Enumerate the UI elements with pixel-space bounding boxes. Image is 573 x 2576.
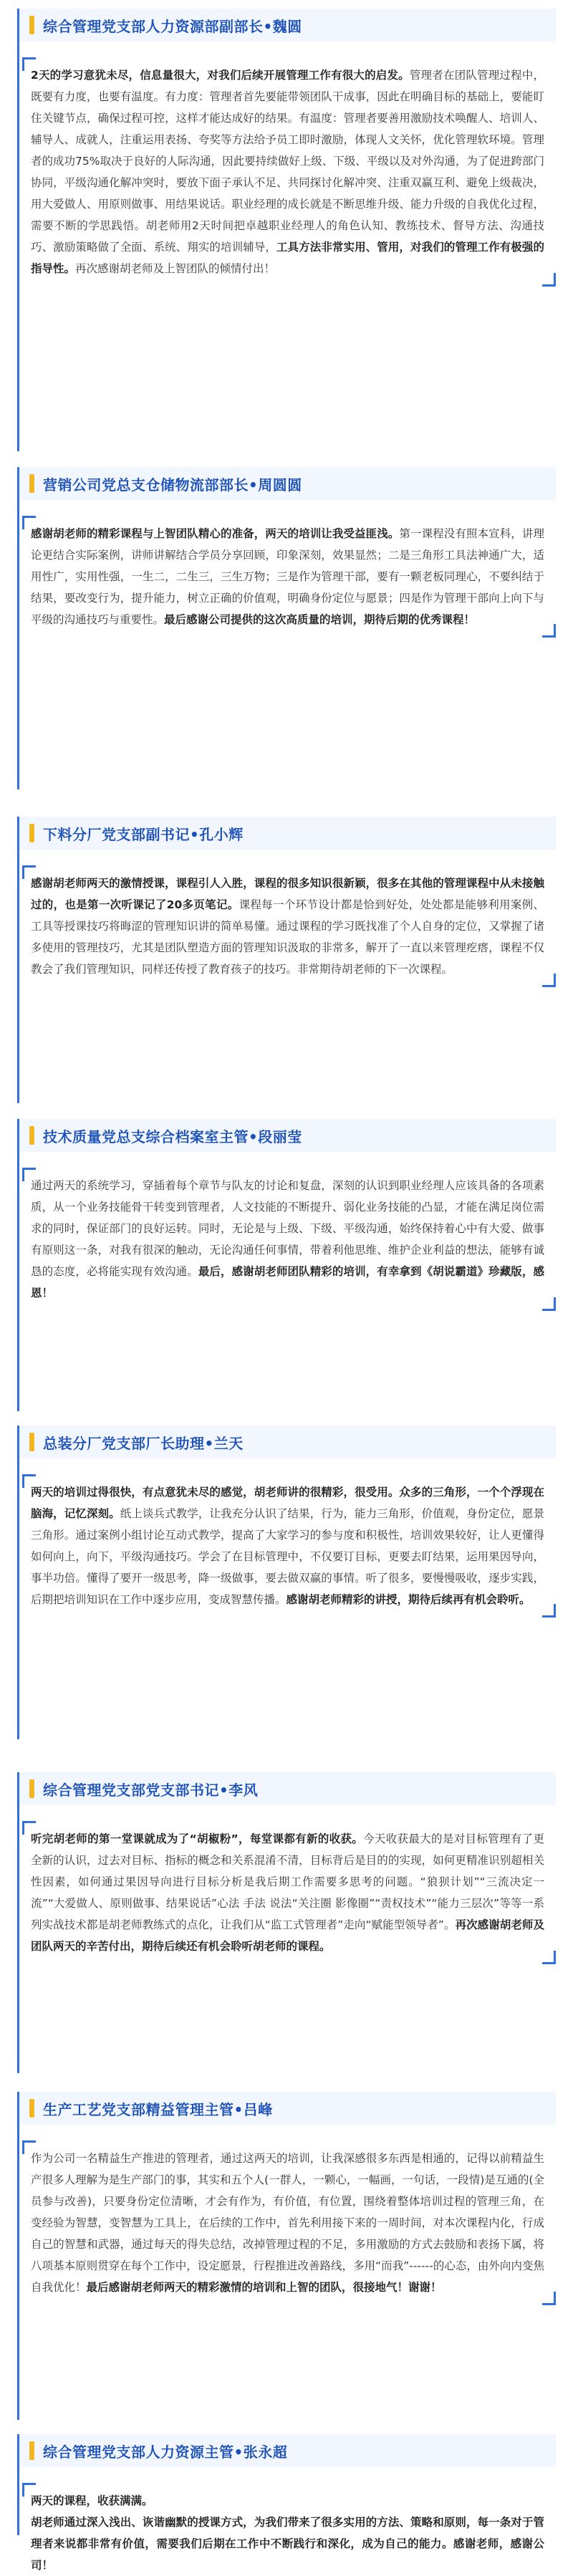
heading-accent-bar (29, 2441, 34, 2460)
text-segment: 2天的学习意犹未尽，信息量很大，对我们后续开展管理工作有很大的启发。 (31, 69, 410, 82)
testimonial-card (19, 1175, 556, 1304)
testimonial-card (19, 523, 556, 630)
text-segment: 作为公司一名精益生产推进的管理者，通过这两天的培训，让我深感很多东西是相通的，记得以前精益生产很多人理解为是生产部门的事，其实和五个人(一群人，一颗心，一幅画，一句话，一段情)是互通的(全员参与改善)，只要身份定位清晰，才会有作为，有价值，有位置，围绕着整体培训过程的管理三角，在变经验为智慧，变智慧为工具上，在后续的工作中，首先利用接下来的一周时间，对本次课程内化，行成自己的智慧和武器，通过每天的得失总结，改掉管理过程的不足，多用激励的方式去鼓励和表扬下属，将八项基本原则贯穿在每个工作中，设定愿景，行程推进改善路线，多用“而我”------的心态，由外向内变焦自我优化！ (31, 2152, 544, 2294)
text-segment: 听完胡老师的第一堂课就成为了“胡椒粉”，每堂课都有新的收获。 (31, 1832, 364, 1845)
heading-accent-bar (29, 1779, 34, 1798)
section-title: 技术质量党总支综合档案室主管•段丽莹 (43, 1128, 302, 1145)
testimonial-card (19, 2490, 556, 2576)
text-segment: 两天的课程，收获满满。 (31, 2494, 153, 2507)
corner-bracket-decoration (22, 2483, 36, 2496)
section-title: 下料分厂党支部副书记•孔小辉 (43, 825, 244, 843)
section-title: 总装分厂党支部厂长助理•兰天 (43, 1434, 244, 1452)
section-heading (19, 1426, 556, 1458)
text-segment: 通过两天的系统学习，穿插着每个章节与队友的讨论和复盘，深刻的认识到职业经理人应该具备的各项素质，从一个业务技能骨干转变到管理者，人文技能的不断提升、弱化业务技能的凸显，才能在满足岗位需求的同时，保证部门的良好运转。同时，无论是与上级、下级、平级沟通，始终保持着心中有大爱、做事有原则这一条，对我有很深的触动，无论沟通任何事情，带着利他思维、维护企业利益的想法，能够有诚恳的态度，必将能实现有效沟通。 (31, 1179, 544, 1278)
section-heading (19, 467, 556, 500)
section-heading (19, 2434, 556, 2467)
text-segment: 感谢胡老师的精彩课程与上智团队精心的准备，两天的培训让我受益匪浅。 (31, 527, 400, 540)
testimonial-card (19, 1828, 556, 1957)
heading-accent-bar (29, 16, 34, 34)
corner-bracket-decoration (542, 1604, 556, 1618)
corner-bracket-decoration (22, 2140, 36, 2154)
text-segment: 纸上谈兵式教学，让我充分认识了结果，行为，能力三角形，价值观，身份定位，愿景三角形。通过案例小组讨论互动式教学，提高了大家学习的参与度和积极性，培训效果较好，让人更懂得如何向上，向下，平级沟通技巧。学会了在目标管理中，不仅要订目标，更要去盯结果，运用果因导向，事半功倍。懂得了要开一级思考，降一级做事，要去做双赢的事情。听了很多，要慢慢吸收，逐步实践，后期把培训知识在工作中逐步应用，变成智慧传播。 (31, 1507, 544, 1606)
section-title: 综合管理党支部人力资源主管•张永超 (43, 2443, 288, 2461)
text-segment: 感谢胡老师精彩的讲授，期待后续再有机会聆听。 (286, 1593, 531, 1606)
corner-bracket-decoration (542, 1951, 556, 1964)
testimonial-section (17, 9, 556, 451)
corner-bracket-decoration (22, 516, 36, 529)
corner-bracket-decoration (22, 1821, 36, 1835)
testimonial-text (31, 2490, 544, 2576)
testimonial-card (19, 1481, 556, 1610)
section-title: 营销公司党总支仓储物流部部长•周圆圆 (43, 476, 302, 494)
heading-accent-bar (29, 2099, 34, 2118)
testimonial-section (17, 1772, 556, 2073)
corner-bracket-decoration (22, 1474, 36, 1488)
section-title: 综合管理党支部人力资源部副部长•魏圆 (43, 17, 302, 35)
corner-bracket-decoration (22, 1168, 36, 1181)
testimonial-card (19, 2148, 556, 2298)
text-segment: 两天的培训过得很快，有点意犹未尽的感觉，胡老师讲的很精彩，很受用。众多的三角形，一个个浮现在脑海，记忆深刻。 (31, 1486, 544, 1520)
testimonial-section (17, 2092, 556, 2420)
testimonial-text (31, 873, 544, 980)
testimonial-section (17, 1426, 556, 1739)
testimonial-text (31, 2148, 544, 2298)
text-segment: 今天收获最大的是对目标管理有了更全新的认识，过去对目标、指标的概念和关系混淆不清，目标背后是目的的实现，如何更精准识别超相关性因素，如何通过果因导向进行目标分析是我后期工作需要多思考的问题。“狼狈计划”“三流决定一流”“大爱做人、原则做事、结果说话”心法 手法 说法“关注圈 影像圈”“责权技术”“能力三层次”等等一系列实战技术都是胡老师教练式的点化，让我们从“监工式管理者”走向“赋能型领导者”。 (31, 1832, 544, 1931)
corner-bracket-decoration (542, 624, 556, 638)
testimonial-text (31, 1175, 544, 1304)
heading-accent-bar (29, 474, 34, 493)
text-segment: 最后感谢公司提供的这次高质量的培训，期待后期的优秀课程！ (164, 613, 476, 626)
corner-bracket-decoration (542, 974, 556, 987)
text-segment: 再次感谢胡老师及上智团队的倾情付出！ (75, 262, 276, 275)
section-title: 综合管理党支部党支部书记•李风 (43, 1781, 259, 1799)
testimonial-section (17, 467, 556, 789)
corner-bracket-decoration (542, 273, 556, 287)
corner-bracket-decoration (22, 57, 36, 71)
testimonial-card (19, 64, 556, 279)
text-segment: 最后，感谢胡老师团队精彩的培训，有幸拿到《胡说霸道》珍藏版，感恩！ (31, 1265, 544, 1299)
text-segment: 胡老师通过深入浅出、诙谐幽默的授课方式，为我们带来了很多实用的方法、策略和原则，每一条对于管理者来说都非常有价值，需要我们后期在工作中不断践行和深化，成为自己的能力。感谢老师，感谢公司！ (31, 2516, 544, 2572)
heading-accent-bar (29, 824, 34, 842)
heading-accent-bar (29, 1126, 34, 1145)
section-heading (19, 1772, 556, 1805)
text-segment: 管理者在团队管理过程中，既要有力度，也要有温度。有力度：管理者首先要能带领团队干成事，因此在明确目标的基础上，要能盯住关键节点，确保过程可控，这样才能达成好的结果。有温度：管理者要善用激励技术唤醒人、培训人、辅导人、成就人，注重运用表扬、夸奖等方法给予员工即时激励，体现人文关怀，优化管理软环境。管理者的成功75%取决于良好的人际沟通，因此要持续做好上级、下级、平级以及对外沟通，为了促进跨部门协同，平级沟通化解冲突时，要放下面子承认不足、共同探讨化解冲突、注重双赢互利、避免上级裁决，用大爱做人、用原则做事、用结果说话。职业经理的成长就是不断思维升级、能力升级的自我优化过程，需要不断的学思践悟。胡老师用2天时间把卓越职业经理人的角色认知、教练技术、督导方法、沟通技巧、激励策略做了全面、系统、翔实的培训辅导， (31, 69, 544, 254)
section-heading (19, 817, 556, 850)
section-heading (19, 9, 556, 42)
testimonial-section (17, 2434, 556, 2572)
testimonial-text (31, 1481, 544, 1610)
section-heading (19, 2092, 556, 2125)
testimonial-section (17, 1119, 556, 1411)
text-segment: 课程每一个环节设计都是恰到好处，处处都是能够利用案例、工具等授课技巧将晦涩的管理知识讲的简单易懂。通过课程的学习既找准了个人自身的定位，又掌握了诸多使用的管理技巧，尤其是团队塑造方面的管理知识汲取的非常多，解开了一直以来管理疙瘩，课程不仅教会了我们管理知识，同样还传授了教育孩子的技巧。非常期待胡老师的下一次课程。 (31, 898, 544, 976)
text-segment: 再次感谢胡老师及团队两天的辛苦付出，期待后续还有机会聆听胡老师的课程。 (31, 1918, 544, 1953)
testimonial-card (19, 873, 556, 980)
section-title: 生产工艺党支部精益管理主管•吕峰 (43, 2100, 273, 2118)
section-heading (19, 1119, 556, 1152)
testimonial-text (31, 64, 544, 279)
text-segment: 工具方法非常实用、管用，对我们的管理工作有极强的指导性。 (31, 241, 544, 275)
corner-bracket-decoration (22, 865, 36, 879)
text-segment: 最后感谢胡老师两天的精彩激情的培训和上智的团队，很接地气！谢谢！ (86, 2281, 442, 2294)
corner-bracket-decoration (542, 1297, 556, 1311)
heading-accent-bar (29, 1433, 34, 1451)
text-segment: 第一课程没有照本宣科，讲理论更结合实际案例，讲师讲解结合学员分享回顾，印象深刻，效果显然；二是三角形工具法神通广大，适用性广，实用性强，一生二，二生三，三生万物；三是作为管理干部，要有一颗老板同理心，不要纠结于结果，要改变行为，提升能力，树立正确的价值观，明确身份定位与愿景；四是作为管理干部向上向下与平级的沟通技巧与重要性。 (31, 527, 544, 626)
text-segment: 感谢胡老师两天的激情授课，课程引人入胜，课程的很多知识很新颖，很多在其他的管理课程中从未接触过的，也是第一次听课记了20多页笔记。 (31, 877, 544, 911)
testimonial-text (31, 1828, 544, 1957)
corner-bracket-decoration (542, 2292, 556, 2305)
testimonial-text (31, 523, 544, 630)
testimonial-section (17, 817, 556, 1103)
